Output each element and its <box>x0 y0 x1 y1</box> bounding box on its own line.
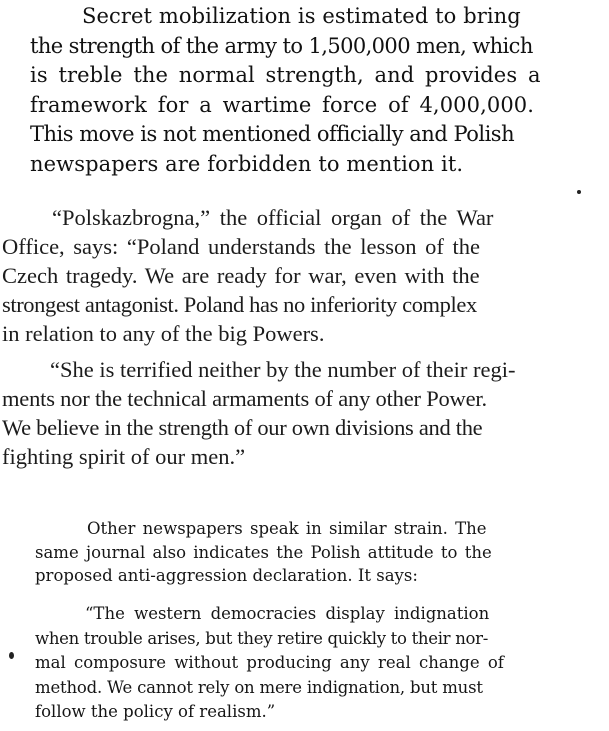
text-line: Other newspapers speak in similar strain. The <box>87 519 487 538</box>
text-line: in relation to any of the big Powers. <box>2 321 325 346</box>
text-line: when trouble arises, but they retire quickly to their nor- <box>35 628 489 648</box>
text-line: “The western democracies display indignation <box>85 604 490 623</box>
paragraph-polskazbrogna <box>2 203 493 348</box>
text-line: Secret mobilization is estimated to bring <box>82 4 521 28</box>
text-line: strongest antagonist. Poland has no inferiority complex <box>2 292 477 317</box>
text-line: mal composure without producing any real change of <box>35 653 504 672</box>
text-line: We believe in the strength of our own divisions and the <box>2 415 483 440</box>
paragraph-mobilization <box>30 2 541 179</box>
paragraph-other-newspapers <box>35 517 492 588</box>
paragraph-terrified <box>2 355 515 471</box>
text-line: is treble the normal strength, and provides a <box>30 63 541 87</box>
text-line: framework for a wartime force of 4,000,000. <box>30 92 535 117</box>
text-line: the strength of the army to 1,500,000 men, which <box>30 33 533 58</box>
text-line: fighting spirit of our men.” <box>2 444 246 469</box>
text-line: Czech tragedy. We are ready for war, even with the <box>2 263 480 288</box>
text-line: follow the policy of realism.” <box>35 702 276 721</box>
text-line: Office, says: “Poland understands the lesson of the <box>2 234 480 259</box>
text-line: “She is terrified neither by the number of their regi- <box>50 357 516 382</box>
text-line: method. We cannot rely on mere indignation, but must <box>35 677 483 697</box>
ink-speck <box>577 190 581 194</box>
text-line: “Polskazbrogna,” the official organ of the War <box>52 205 494 230</box>
ink-speck <box>9 652 14 659</box>
text-line: This move is not mentioned officially and Polish <box>30 122 515 146</box>
text-line: same journal also indicates the Polish attitude to the <box>35 542 492 562</box>
text-line: ments nor the technical armaments of any other Power. <box>2 386 487 411</box>
text-line: newspapers are forbidden to mention it. <box>30 151 464 176</box>
paragraph-western-democracies <box>35 602 504 725</box>
text-line: proposed anti-aggression declaration. It says: <box>35 566 418 585</box>
